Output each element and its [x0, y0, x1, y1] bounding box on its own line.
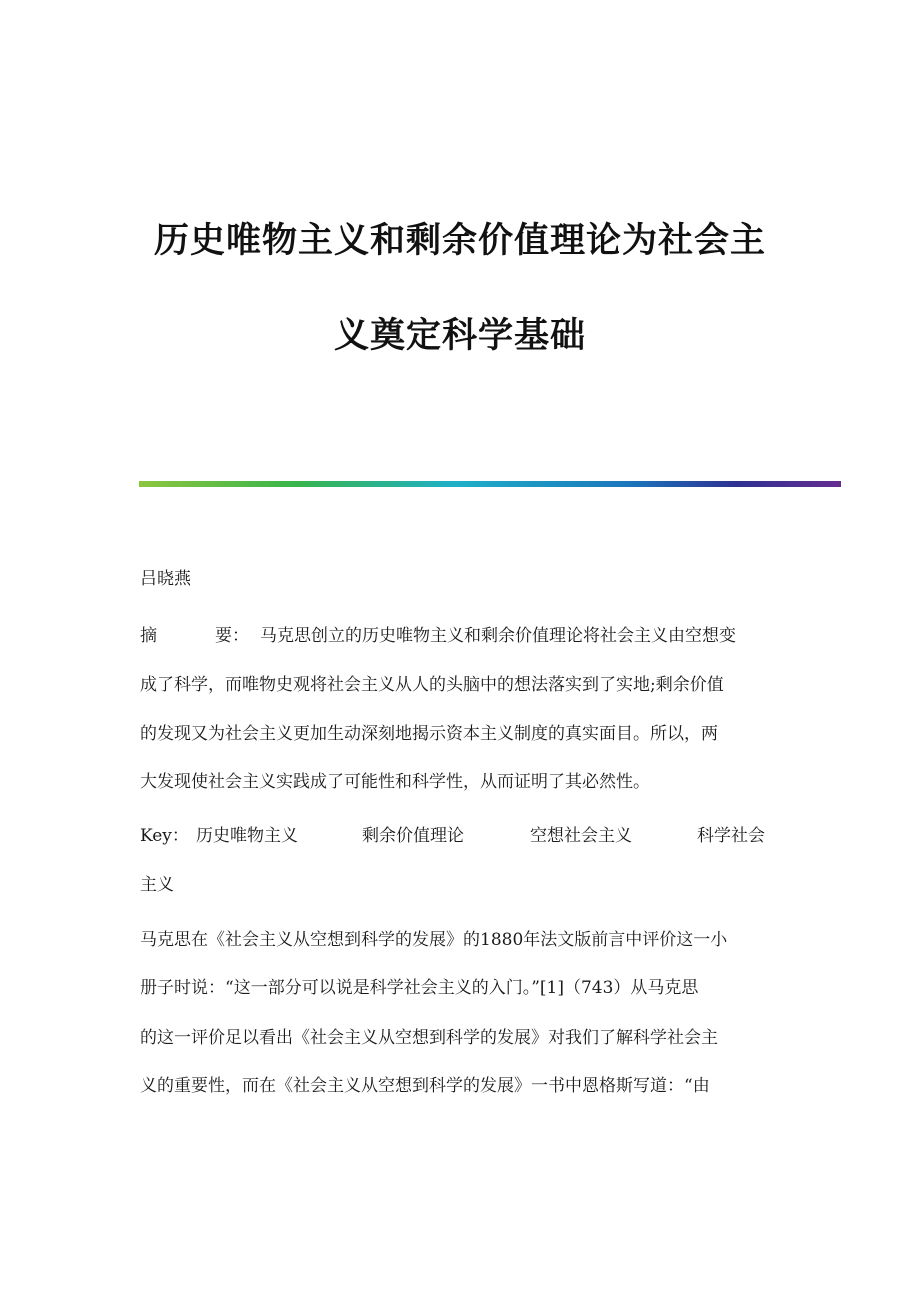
abstract-line-1: 马克思创立的历史唯物主义和剩余价值理论将社会主义由空想变	[260, 626, 736, 646]
keyword-2: 剩余价值理论	[362, 826, 464, 846]
keywords-label: Key：	[140, 826, 189, 846]
abstract-label-right: 要：	[215, 626, 249, 646]
abstract-line-3: 的发现又为社会主义更加生动深刻地揭示资本主义制度的真实面目。所以，两	[140, 724, 718, 744]
document-title-line-1: 历史唯物主义和剩余价值理论为社会主	[153, 221, 766, 261]
body-line-1: 马克思在《社会主义从空想到科学的发展》的1880年法文版前言中评价这一小	[140, 930, 728, 950]
document-title-line-2: 义奠定科学基础	[333, 316, 586, 356]
keyword-4-continuation: 主义	[140, 875, 174, 895]
body-line-3: 的这一评价足以看出《社会主义从空想到科学的发展》对我们了解科学社会主	[140, 1028, 718, 1048]
abstract-line-4: 大发现使社会主义实践成了可能性和科学性，从而证明了其必然性。	[140, 772, 650, 792]
body-line-2: 册子时说：“这一部分可以说是科学社会主义的入门。”[1]（743）从马克思	[140, 978, 699, 998]
keyword-1: 历史唯物主义	[196, 826, 298, 846]
abstract-label-left: 摘	[140, 626, 157, 646]
body-line-4: 义的重要性，而在《社会主义从空想到科学的发展》一书中恩格斯写道：“由	[140, 1076, 710, 1096]
author-name: 吕晓燕	[140, 569, 191, 589]
keyword-4: 科学社会	[697, 826, 765, 846]
keyword-3: 空想社会主义	[530, 826, 632, 846]
abstract-line-2: 成了科学，而唯物史观将社会主义从人的头脑中的想法落实到了实地;剩余价值	[140, 675, 724, 695]
gradient-divider	[139, 481, 841, 487]
